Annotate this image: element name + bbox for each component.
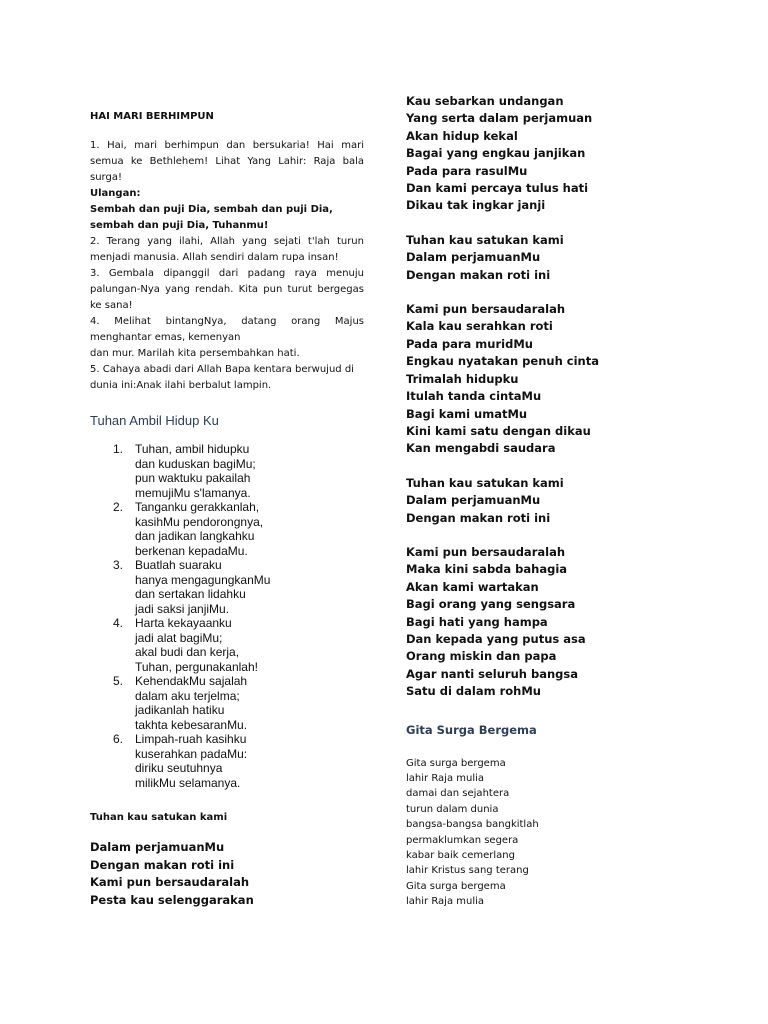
lyric-line: dan kuduskan bagiMu;: [135, 456, 256, 471]
verse-4: 4. Melihat bintangNya, datang orang Majus menghantar emas, kemenyan: [90, 316, 364, 343]
lyric-line: dalam aku terjelma;: [135, 688, 240, 703]
right-column: [406, 93, 706, 910]
lyric-line: Satu di dalam rohMu: [406, 684, 541, 699]
lyric-line: Bagi kami umatMu: [406, 406, 528, 421]
lyric-line: dan jadikan langkahku: [135, 529, 255, 543]
lyric-line: Dengan makan roti ini: [406, 267, 551, 282]
lyric-line: Kala kau serahkan roti: [406, 319, 553, 334]
verse-3: 3. Gembala dipanggil dari padang raya menuju palungan-Nya yang rendah. Kita pun turut bergegas ke sana!: [90, 268, 364, 311]
lyric-line: kasihMu pendorongnya,: [135, 514, 264, 529]
lyric-line: Tuhan kau satukan kami: [406, 475, 564, 490]
lyric-line: memujiMu s'lamanya.: [135, 485, 251, 500]
lyric-line: Tanganku gerakkanlah,: [135, 500, 260, 514]
lyric-line: KehendakMu sajalah: [135, 674, 248, 688]
lyric-line: takhta kebesaranMu.: [135, 717, 248, 732]
lyric-line: Kami pun bersaudaralah: [90, 875, 250, 889]
lyric-line: pun waktuku pakailah: [135, 471, 251, 485]
lyric-line: Pesta kau selenggarakan: [90, 892, 254, 907]
verse-1: 1. Hai, mari berhimpun dan bersukaria! Hai mari semua ke Bethlehem! Lihat Yang Lahir: Raja bala surga!: [90, 140, 364, 183]
lyric-line: Akan kami wartakan: [406, 579, 539, 594]
song-hai-mari-berhimpun: [90, 111, 364, 394]
lyric-line: jadi alat bagiMu;: [135, 630, 223, 645]
lyric-line: Dan kami percaya tulus hati: [406, 181, 589, 196]
lyric-line: Bagai yang engkau janjikan: [406, 146, 586, 161]
verse-item: [113, 558, 364, 616]
song-title: Tuhan Ambil Hidup Ku: [90, 413, 219, 428]
lyric-line: jadi saksi janjiMu.: [135, 601, 230, 616]
lyric-line: turun dalam dunia: [406, 803, 499, 815]
lyric-line: akal budi dan kerja,: [135, 645, 240, 659]
verse-item: [113, 674, 364, 732]
lyric-line: Dikau tak ingkar janji: [406, 198, 546, 213]
song-title: Gita Surga Bergema: [406, 722, 537, 737]
lyric-line: Gita surga bergema: [406, 757, 506, 769]
lyric-line: Bagi orang yang sengsara: [406, 597, 576, 612]
lyric-line: Kau sebarkan undangan: [406, 94, 564, 108]
lyric-line: Maka kini sabda bahagia: [406, 562, 568, 577]
lyric-line: Engkau nyatakan penuh cinta: [406, 354, 599, 369]
lyrics-stanza: [406, 232, 706, 284]
lyric-line: Kan mengabdi saudara: [406, 441, 556, 456]
verse-number: 4.: [113, 616, 124, 630]
refrain-line: sembah dan puji Dia, Tuhanmu!: [90, 220, 269, 231]
lyric-line: bangsa-bangsa bangkitlah: [406, 819, 539, 831]
lyric-line: Limpah-ruah kasihku: [135, 732, 247, 746]
lyric-line: kabar baik cemerlang: [406, 850, 515, 862]
lyric-line: lahir Raja mulia: [406, 773, 485, 784]
lyric-line: Akan hidup kekal: [406, 128, 518, 143]
lyric-line: Kami pun bersaudaralah: [406, 544, 566, 559]
lyric-line: Kini kami satu dengan dikau: [406, 423, 591, 438]
lyric-line: dan sertakan lidahku: [135, 587, 246, 601]
lyric-line: permaklumkan segera: [406, 834, 519, 846]
verse-item: [113, 732, 364, 790]
lyric-line: lahir Kristus sang terang: [406, 865, 529, 877]
lyric-line: Agar nanti seluruh bangsa: [406, 666, 578, 681]
lyric-line: Dalam perjamuanMu: [406, 493, 541, 508]
lyrics-stanza: [406, 93, 706, 215]
lyric-line: damai dan sejahtera: [406, 788, 510, 800]
lyric-line: Buatlah suaraku: [135, 558, 222, 572]
lyric-line: hanya mengagungkanMu: [135, 572, 271, 587]
lyric-line: Kami pun bersaudaralah: [406, 302, 566, 317]
lyric-line: Tuhan, pergunakanlah!: [135, 659, 258, 674]
refrain-label: Ulangan:: [90, 188, 141, 199]
song-title: HAI MARI BERHIMPUN: [90, 111, 214, 122]
lyric-line: lahir Raja mulia: [406, 896, 485, 908]
left-column: [90, 111, 364, 909]
lyric-line: Trimalah hidupku: [406, 371, 519, 386]
verse-number: 5.: [113, 674, 124, 688]
refrain-line: Sembah dan puji Dia, sembah dan puji Dia,: [90, 204, 333, 215]
verse-4-cont: dan mur. Marilah kita persembahkan hati.: [90, 348, 300, 359]
verse-item: [113, 500, 364, 558]
lyric-line: Dalam perjamuanMu: [406, 250, 541, 265]
lyric-line: Harta kekayaanku: [135, 616, 232, 630]
lyrics-stanza: [406, 301, 706, 458]
lyric-line: Pada para rasulMu: [406, 163, 528, 178]
lyric-line: Dalam perjamuanMu: [90, 840, 225, 854]
lyric-line: kuserahkan padaMu:: [135, 746, 248, 761]
verse-number: 6.: [113, 732, 124, 746]
lyric-line: berkenan kepadaMu.: [135, 543, 248, 558]
lyric-line: Dengan makan roti ini: [406, 510, 551, 525]
lyrics-blocks: [406, 93, 706, 701]
lyric-line: Dengan makan roti ini: [90, 857, 235, 872]
verse-number: 3.: [113, 558, 124, 572]
lyric-line: Gita surga bergema: [406, 880, 506, 892]
verse-item: [113, 442, 364, 500]
lyrics-block: [90, 839, 364, 909]
lyric-line: Dan kepada yang putus asa: [406, 631, 586, 646]
lyric-line: Bagi hati yang hampa: [406, 614, 548, 629]
verse-5: 5. Cahaya abadi dari Allah Bapa kentara berwujud di dunia ini:Anak ilahi berbalut lampin.: [90, 364, 354, 391]
lyric-line: jadikanlah hatiku: [135, 703, 225, 717]
verse-number: 2.: [113, 500, 124, 514]
verse-item: [113, 616, 364, 674]
lyrics-stanza: [406, 544, 706, 701]
lyric-line: diriku seutuhnya: [135, 761, 223, 775]
song-title: Tuhan kau satukan kami: [90, 812, 228, 823]
lyric-line: Itulah tanda cintaMu: [406, 389, 542, 404]
verse-number: 1.: [113, 442, 124, 456]
lyric-line: Tuhan, ambil hidupku: [135, 442, 250, 456]
numbered-verse-list: [90, 442, 364, 790]
lyric-line: Pada para muridMu: [406, 336, 533, 351]
lyrics-block: [406, 756, 706, 910]
lyrics-stanza: [406, 475, 706, 527]
lyric-line: Tuhan kau satukan kami: [406, 232, 564, 247]
verse-2: 2. Terang yang ilahi, Allah yang sejati t'lah turun menjadi manusia. Allah sendiri dalam rupa insan!: [90, 236, 364, 263]
lyric-line: milikMu selamanya.: [135, 775, 241, 790]
lyric-line: Orang miskin dan papa: [406, 649, 557, 664]
lyric-line: Yang serta dalam perjamuan: [406, 111, 593, 126]
